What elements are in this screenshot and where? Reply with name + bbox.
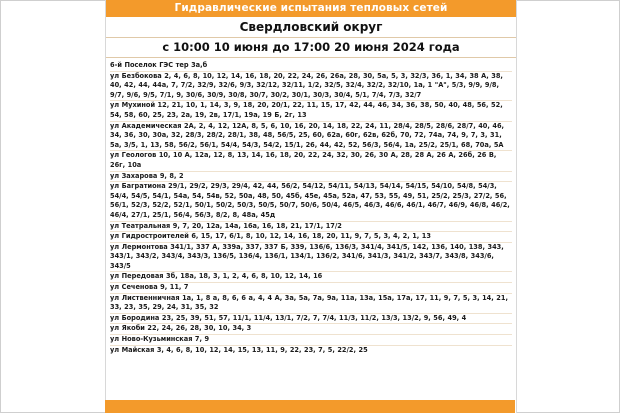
street-item: ул Лермонтова 341/1, 337 А, 339а, 337, 337 Б, 339, 136/6, 136/3, 341/4, 341/5, 142, 136, 140, 138, 343, 343/1, 343/2, 343/4, 343/3, 136/5, 136/4, 136/1, 134/1, 136/2, 341/6, 341/3, 341/2, 343/7, 343/8, 343/6, 343/5 [110, 242, 504, 270]
street-item: ул Театральная 9, 7, 20, 12а, 14а, 16а, 16, 18, 21, 17/1, 17/2 [110, 221, 342, 230]
street-item: ул Лиственничная 1а, 1, 8 а, 8, 6, 6 а, 4, 4 А, 3а, 5а, 7а, 9а, 11а, 13а, 15а, 17а, 17, 11, 9, 7, 5, 3, 14, 21, 33, 23, 35, 29, 24, 31, 35, 32 [110, 293, 508, 312]
street-item: ул Сеченова 9, 11, 7 [110, 283, 189, 292]
street-item: ул Бородина 23, 25, 39, 51, 57, 11/1, 11/4, 13/1, 7/2, 7, 7/4, 11/3, 11/2, 13/3, 13/2, 9, 56, 49, 4 [110, 313, 467, 322]
street-item: ул Захарова 9, 8, 2 [110, 171, 184, 180]
street-item: ул Геологов 10, 10 А, 12а, 12, 8, 13, 14, 16, 18, 20, 22, 24, 32, 30, 26, 30 А, 28, 28 А, 26 А, 26б, 26 В, 26г, 10а [110, 151, 497, 169]
street-item: ул Ново-Кузьминская 7, 9 [110, 335, 210, 344]
street-item: ул Академическая 2А, 2, 4, 12, 12А, 8, 5, 6, 10, 16, 20, 14, 18, 22, 24, 11, 28/4, 28/5, 28/6, 28/7, 40, 46, 34, 36, 30, 30а, 32, 28/3, 28/2, 28/1, 38, 48, 56/5, 25, 60, 62а, 60г, 62в, 62б, 70, 72, 74а, 74, 9, 7, 3, 31, 5а, 3/5, 1, 13, 58, 56/2, 56/1, 54/4, 54/3, 54/2, 15/1, 26, 44, 42, 52, 56/3, 56/4, 1а, 25/2, 25/1, 68, 70а, 5А [110, 121, 505, 149]
street-list [106, 58, 516, 355]
district-title: Свердловский округ [106, 17, 516, 38]
street-item: ул Передовая 3б, 18а, 18, 3, 1, 2, 4, 6, 8, 10, 12, 14, 16 [110, 272, 323, 281]
street-item: ул Гидростроителей 6, 15, 17, 6/1, 8, 10, 12, 14, 16, 18, 20, 11, 9, 7, 5, 3, 4, 2, 1, 13 [110, 232, 431, 241]
period-title: с 10:00 10 июня до 17:00 20 июня 2024 года [106, 38, 516, 58]
street-item: 6-й Поселок ГЭС тер 3а,б [110, 61, 208, 69]
banner-title: Гидравлические испытания тепловых сетей [106, 0, 516, 17]
street-item: ул Майская 3, 4, 6, 8, 10, 12, 14, 15, 13, 11, 9, 22, 23, 7, 5, 22/2, 25 [110, 345, 368, 354]
bottom-banner [105, 400, 515, 413]
street-item: ул Якоби 22, 24, 26, 28, 30, 10, 34, 3 [110, 324, 252, 333]
notice-sheet [105, 0, 517, 413]
street-item: ул Безбокова 2, 4, 6, 8, 10, 12, 14, 16, 18, 20, 22, 24, 26, 26а, 28, 30, 5а, 5, 3, 32/3, 36, 1, 34, 38 А, 38, 40, 42, 44, 44а, 7, 7/2, 32/9, 32/6, 9/3, 32/12, 32/11, 1/2, 32/5, 32/4, 32/2, 32/10, 1а, 1 "А", 5/3, 9/9, 9/8, 9/7, 9/6, 9/5, 7/1, 9, 30/6, 30/9, 30/8, 30/7, 30/2, 30/1, 30/3, 30/4, 5/1, 7/4, 7/3, 32/7 [110, 71, 503, 99]
street-item: ул Багратиона 29/1, 29/2, 29/3, 29/4, 42, 44, 56/2, 54/12, 54/11, 54/13, 54/14, 54/15, 54/10, 54/8, 54/3, 54/4, 54/5, 54/1, 54а, 54, 54в, 52, 50а, 48, 50, 45б, 45е, 45а, 52а, 47, 53, 55, 49, 51, 25/2, 25/3, 27/2, 56, 56/1, 52/3, 52/2, 52/1, 50/1, 50/2, 50/3, 50/5, 50/7, 50/6, 50/4, 46/5, 46/3, 46/6, 46/1, 46/7, 46/9, 46/8, 46/2, 46/4, 27/1, 25/1, 56/4, 56/3, 8/2, 8, 48а, 45д [110, 182, 510, 219]
street-item: ул Мухиной 12, 21, 10, 1, 14, 3, 9, 18, 20, 20/1, 22, 11, 15, 17, 42, 44, 46, 34, 36, 38, 50, 40, 48, 56, 52, 54, 58, 60, 25, 23, 2а, 19, 2в, 17/1, 19а, 19 Б, 2г, 13 [110, 101, 503, 119]
